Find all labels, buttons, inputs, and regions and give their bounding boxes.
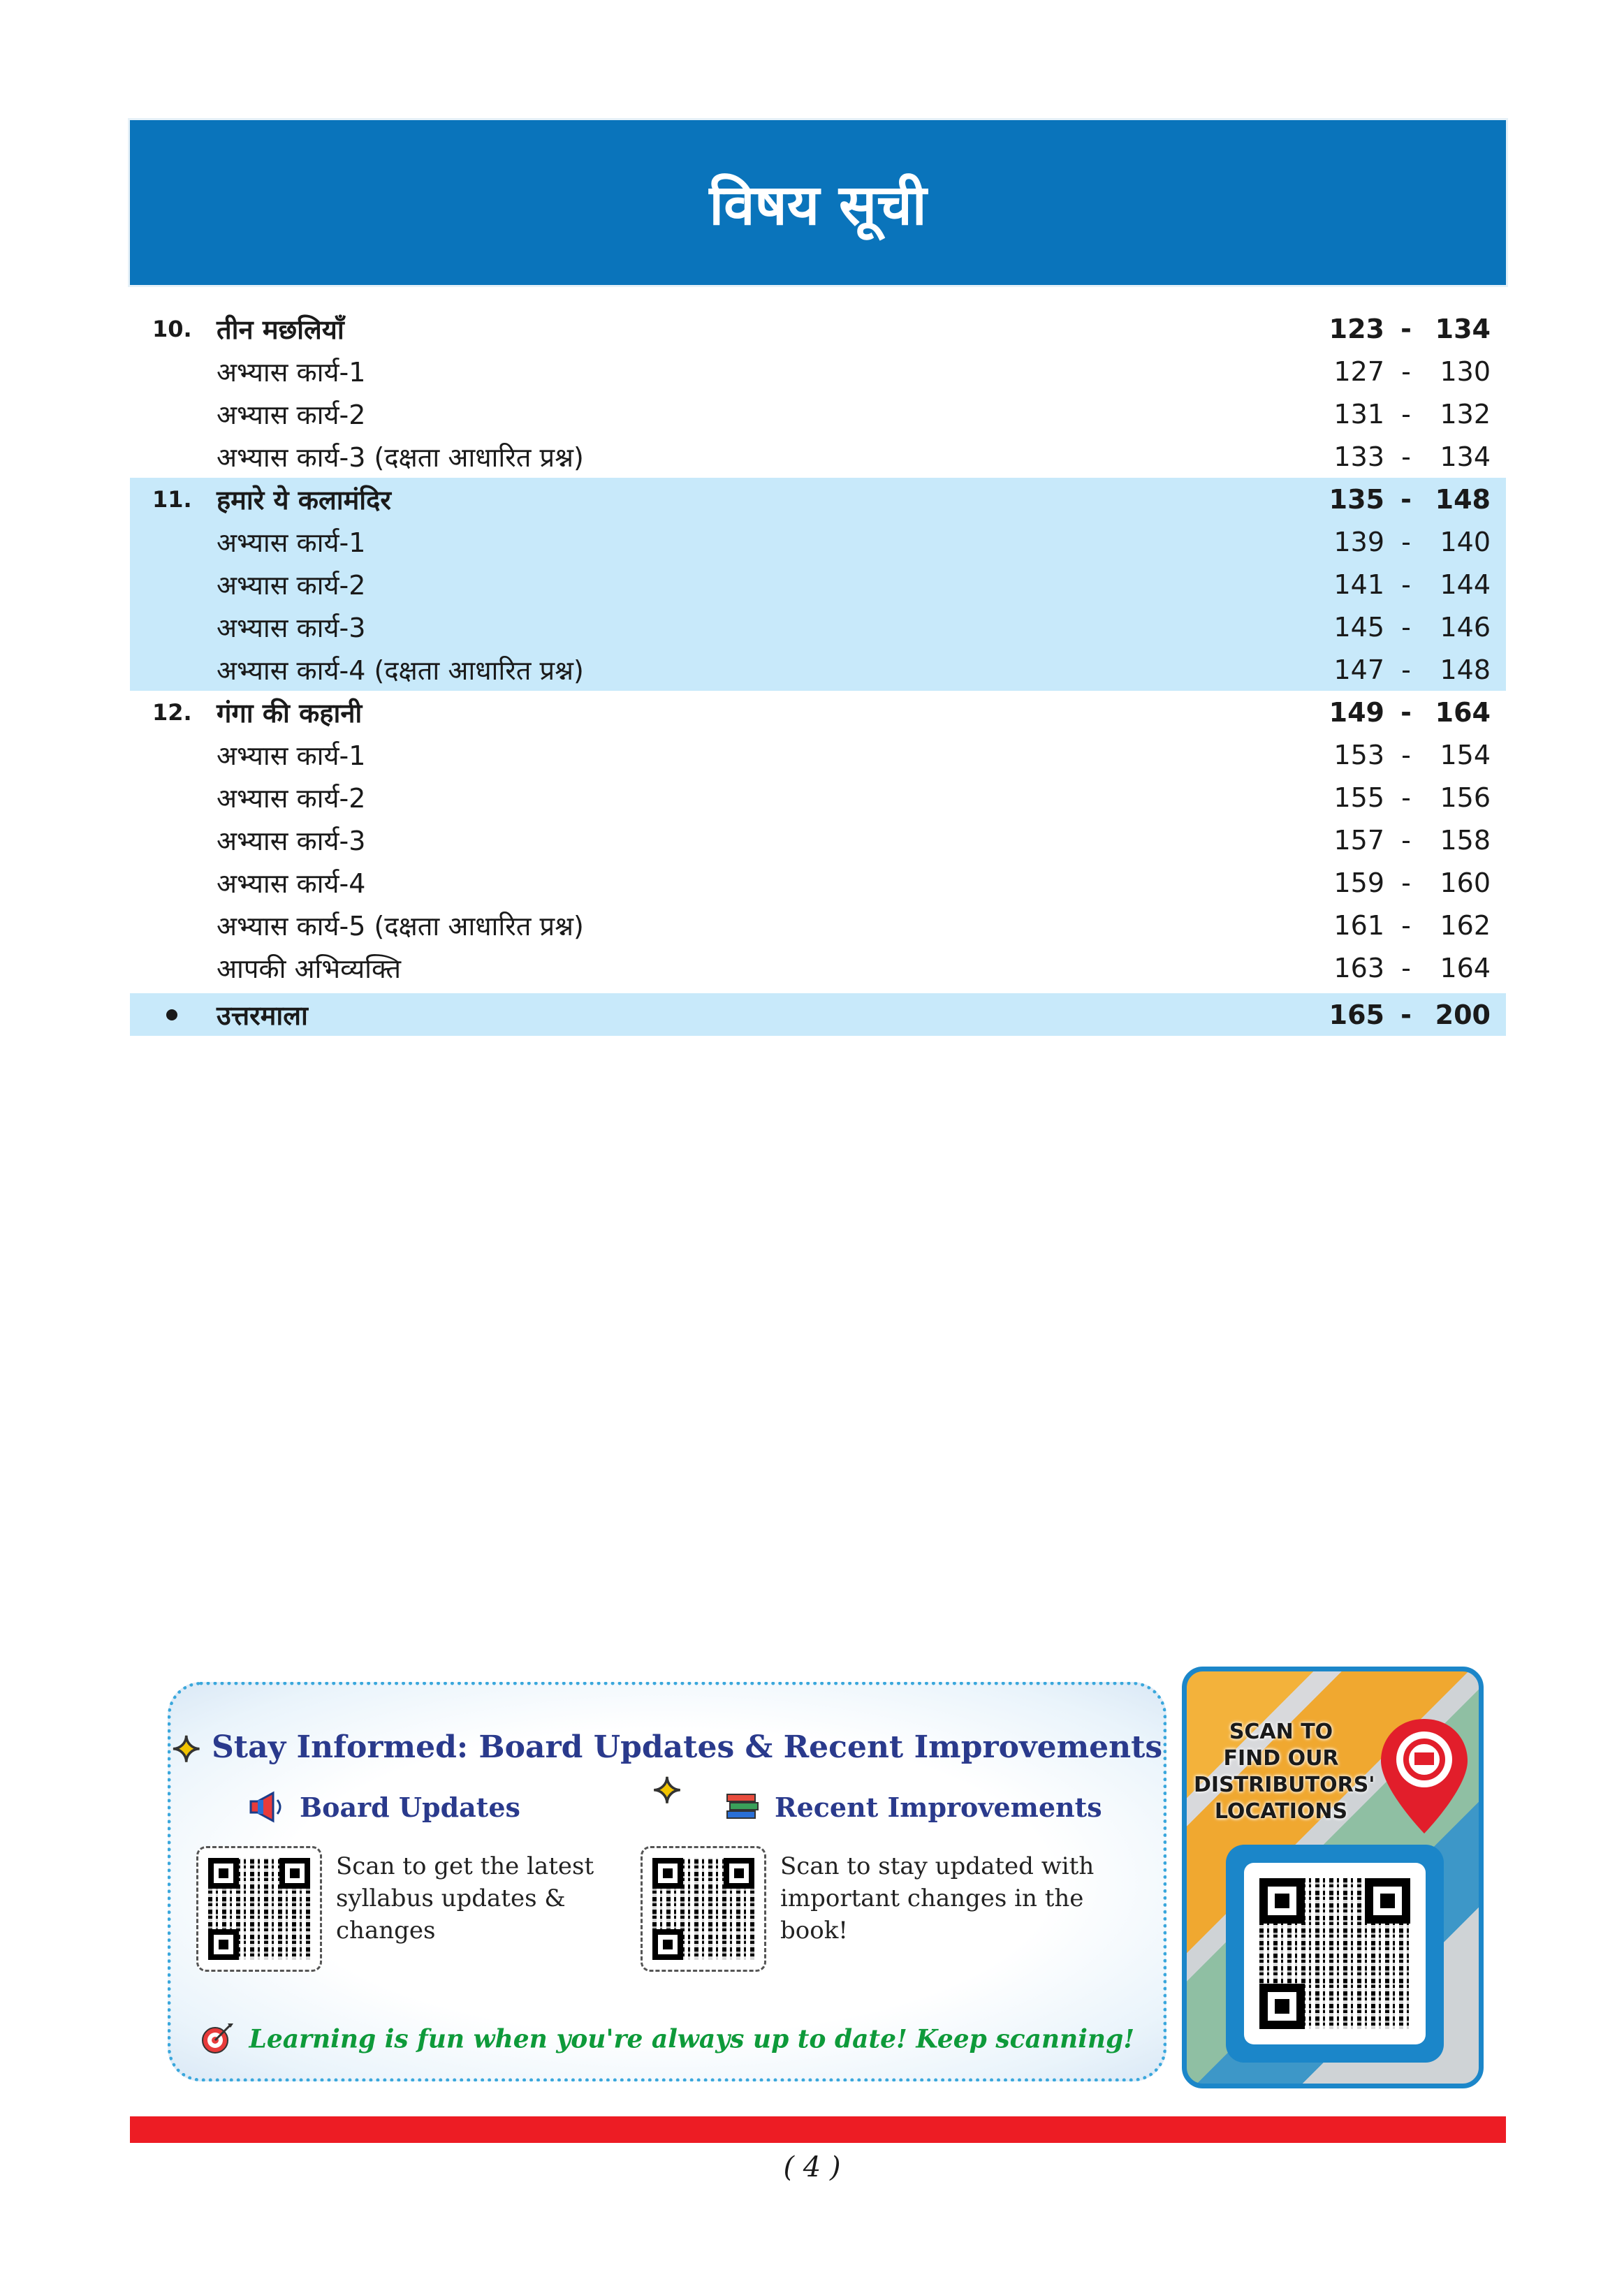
target-icon (200, 2021, 235, 2062)
exercise-title: अभ्यास कार्य-5 (दक्षता आधारित प्रश्न) (217, 910, 584, 942)
page-dash: - (1400, 313, 1412, 344)
exercise-title: अभ्यास कार्य-1 (217, 356, 366, 388)
page-start: 165 (1329, 999, 1384, 1030)
page-end: 164 (1435, 696, 1491, 728)
qr-code (208, 1858, 310, 1960)
page-range (1322, 740, 1491, 770)
recent-improvements-text (780, 1850, 1094, 1947)
page-start: 161 (1333, 909, 1384, 941)
exercise-title: अभ्यास कार्य-1 (217, 527, 366, 558)
text-line: book! (780, 1917, 848, 1945)
page-start: 155 (1333, 782, 1384, 813)
page-dash: - (1400, 696, 1412, 728)
page-title: विषय सूची (709, 172, 927, 237)
page-dash: - (1401, 739, 1411, 770)
distributor-qr-background (1244, 1863, 1426, 2044)
text-line: FIND OUR (1223, 1746, 1339, 1771)
page-range (1322, 399, 1491, 430)
page-start: 123 (1329, 313, 1384, 344)
chapter-row[interactable] (130, 691, 1506, 733)
chapter-title: तीन मछलियाँ (217, 314, 344, 345)
exercise-title: अभ्यास कार्य-1 (217, 740, 366, 771)
page-dash: - (1400, 483, 1412, 515)
exercise-row[interactable] (130, 819, 1506, 861)
recent-improvements-label: Recent Improvements (775, 1791, 1102, 1823)
page-range (1322, 356, 1491, 387)
distributor-qr-frame (1226, 1845, 1444, 2063)
board-updates-label: Board Updates (300, 1791, 520, 1823)
page-range (1322, 527, 1491, 557)
page-dash: - (1401, 654, 1411, 685)
page-start: 127 (1333, 356, 1384, 387)
exercise-row[interactable] (130, 393, 1506, 435)
page-dash: - (1401, 952, 1411, 983)
page-dash: - (1401, 909, 1411, 941)
text-line: syllabus updates & (336, 1884, 566, 1912)
exercise-row[interactable] (130, 946, 1506, 989)
page-start: 149 (1329, 696, 1384, 728)
page-start: 133 (1333, 441, 1384, 472)
page-end: 154 (1440, 739, 1491, 770)
page-end: 148 (1435, 483, 1491, 515)
exercise-row[interactable] (130, 648, 1506, 691)
page-end: 156 (1440, 782, 1491, 813)
text-line: Scan to stay updated with (780, 1852, 1095, 1880)
exercise-row[interactable] (130, 563, 1506, 606)
exercise-row[interactable] (130, 520, 1506, 563)
answers-section (130, 993, 1506, 1036)
chapter-title: हमारे ये कलामंदिर (217, 484, 391, 515)
recent-improvements-qr[interactable] (641, 1846, 766, 1972)
page-end: 158 (1440, 824, 1491, 856)
page-range (1322, 910, 1491, 941)
promo-footer (171, 2021, 1163, 2062)
page-dash: - (1401, 441, 1411, 472)
page-end: 132 (1440, 398, 1491, 430)
board-updates-heading (248, 1790, 520, 1824)
exercise-title: अभ्यास कार्य-4 (217, 868, 366, 899)
page-dash: - (1401, 824, 1411, 856)
exercise-row[interactable] (130, 350, 1506, 393)
distributor-text (1194, 1719, 1375, 1825)
page-dash: - (1401, 356, 1411, 387)
page-start: 135 (1329, 483, 1384, 515)
exercise-row[interactable] (130, 435, 1506, 478)
text-line: LOCATIONS (1214, 1799, 1348, 1824)
exercise-title: अभ्यास कार्य-2 (217, 399, 366, 430)
qr-code (1259, 1878, 1410, 2029)
chapter-section-10 (130, 307, 1506, 478)
promo-title-text: Stay Informed: Board Updates & Recent Improvements (212, 1729, 1163, 1765)
page-range (1322, 697, 1491, 728)
page-range (1322, 612, 1491, 643)
exercise-row[interactable] (130, 904, 1506, 946)
page-range (1322, 1000, 1491, 1030)
text-line: DISTRIBUTORS' (1194, 1773, 1375, 1797)
exercise-row[interactable] (130, 606, 1506, 648)
sparkle-icon: ✦ (652, 1770, 682, 1811)
page-end: 146 (1440, 611, 1491, 643)
page-range (1322, 782, 1491, 813)
page-end: 162 (1440, 909, 1491, 941)
board-updates-text (336, 1850, 594, 1947)
exercise-title: अभ्यास कार्य-3 (217, 612, 366, 643)
page-end: 130 (1440, 356, 1491, 387)
answers-title: उत्तरमाला (217, 1000, 308, 1031)
page-start: 163 (1333, 952, 1384, 983)
text-line: Scan to get the latest (336, 1852, 594, 1880)
exercise-title: आपकी अभिव्यक्ति (217, 953, 402, 984)
sparkle-icon: ✦ (171, 1729, 201, 1770)
exercise-row[interactable] (130, 733, 1506, 776)
text-line: SCAN TO (1229, 1720, 1333, 1744)
chapter-row[interactable] (130, 307, 1506, 350)
chapter-row[interactable] (130, 478, 1506, 520)
page-dash: - (1401, 867, 1411, 898)
footer-bar (130, 2116, 1506, 2143)
location-pin-icon (1375, 1713, 1473, 1839)
page-range (1322, 314, 1491, 344)
page-range (1322, 868, 1491, 898)
recent-improvements-heading (723, 1790, 1102, 1824)
exercise-row[interactable] (130, 861, 1506, 904)
page-range (1322, 825, 1491, 856)
page-dash: - (1400, 999, 1412, 1030)
page-start: 153 (1333, 739, 1384, 770)
chapter-number: 12. (152, 698, 192, 726)
answers-row[interactable] (130, 993, 1506, 1036)
page-end: 200 (1435, 999, 1491, 1030)
exercise-row[interactable] (130, 776, 1506, 819)
megaphone-icon (248, 1790, 288, 1824)
page-start: 139 (1333, 526, 1384, 557)
exercise-title: अभ्यास कार्य-3 (दक्षता आधारित प्रश्न) (217, 441, 584, 473)
page-start: 141 (1333, 569, 1384, 600)
bullet-icon (166, 1009, 177, 1020)
page-dash: - (1401, 398, 1411, 430)
page-range (1322, 953, 1491, 983)
table-of-contents (130, 307, 1506, 1036)
qr-code (652, 1858, 754, 1960)
text-line: changes (336, 1917, 436, 1945)
page-start: 131 (1333, 398, 1384, 430)
page-start: 145 (1333, 611, 1384, 643)
page-end: 144 (1440, 569, 1491, 600)
books-icon (723, 1790, 763, 1824)
page-end: 164 (1440, 952, 1491, 983)
exercise-title: अभ्यास कार्य-4 (दक्षता आधारित प्रश्न) (217, 654, 584, 686)
page-end: 160 (1440, 867, 1491, 898)
page-start: 157 (1333, 824, 1384, 856)
chapter-number: 11. (152, 485, 192, 513)
page-dash: - (1401, 611, 1411, 643)
text-line: important changes in the (780, 1884, 1084, 1912)
page-start: 147 (1333, 654, 1384, 685)
promo-footer-text: Learning is fun when you're always up to date! Keep scanning! (249, 2024, 1135, 2054)
page-number: ( 4 ) (783, 2151, 841, 2183)
chapter-number: 10. (152, 315, 192, 342)
chapter-title: गंगा की कहानी (217, 697, 363, 729)
stay-informed-box (168, 1682, 1166, 2081)
page-end: 148 (1440, 654, 1491, 685)
page-range (1322, 569, 1491, 600)
page-range (1322, 441, 1491, 472)
page-dash: - (1401, 782, 1411, 813)
chapter-section-12 (130, 691, 1506, 989)
toc-header (130, 120, 1506, 285)
page-range (1322, 654, 1491, 685)
page-start: 159 (1333, 867, 1384, 898)
exercise-title: अभ्यास कार्य-2 (217, 782, 366, 814)
page-range (1322, 484, 1491, 515)
page-end: 140 (1440, 526, 1491, 557)
board-updates-qr[interactable] (196, 1846, 322, 1972)
exercise-title: अभ्यास कार्य-3 (217, 825, 366, 856)
page-dash: - (1401, 569, 1411, 600)
exercise-title: अभ्यास कार्य-2 (217, 569, 366, 601)
distributor-locations-card[interactable] (1182, 1667, 1484, 2088)
page-end: 134 (1440, 441, 1491, 472)
chapter-section-11 (130, 478, 1506, 691)
page-end: 134 (1435, 313, 1491, 344)
page-dash: - (1401, 526, 1411, 557)
